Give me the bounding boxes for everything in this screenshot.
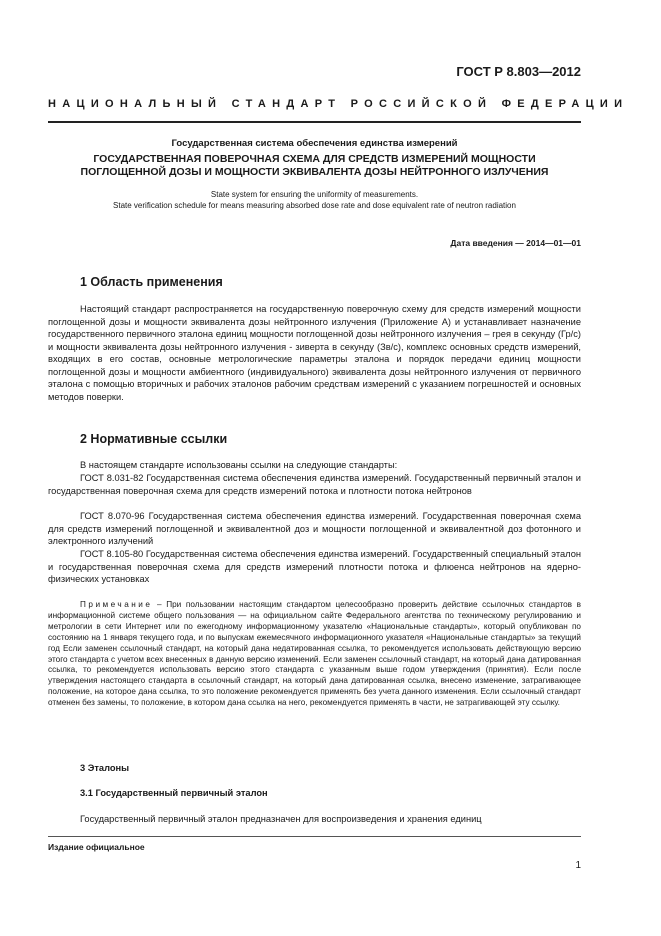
section-2-heading: 2 Нормативные ссылки — [80, 432, 228, 446]
section-1-heading: 1 Область применения — [80, 275, 223, 289]
page-number: 1 — [575, 860, 581, 871]
section-3-1-heading: 3.1 Государственный первичный эталон — [80, 788, 268, 798]
section-3-1-paragraph: Государственный первичный эталон предназначен для воспроизведения и хранения единиц — [80, 814, 482, 824]
reference-gost-8-105: ГОСТ 8.105-80 Государственная система обеспечения единства измерений. Государственный специальный эталон и государственная поверочная схема для средств измерений плотности потока и флюенса нейтронов на ядерно-физических установках — [48, 549, 581, 584]
section-1-paragraph: Настоящий стандарт распространяется на государственную поверочную схему для средств измерений мощности поглощенной дозы и мощности эквивалента дозы нейтронного излучения (Приложение А) и устанавливает назначение государственного первичного эталона единиц мощности поглощенной дозы нейтронного излучения – грея в секунду (Гр/с) и мощности эквивалента дозы нейтронного излучения - зиверта в секунду (Зв/с), комплекс основных средств измерений, входящих в его состав, основные метрологические параметры эталона и порядок передачи единиц мощности поглощенной дозы и мощности амбиентного (индивидуального) эквивалента дозы нейтронного излучения от первичного эталона с помощью вторичных и рабочих эталонов рабочим средствам измерений с указанием погрешностей и основных методов поверки. — [48, 304, 581, 402]
note-label: Примечание — [80, 600, 153, 609]
english-title-line-2: State verification schedule for means measuring absorbed dose rate and dose equivalent rate of neutron radiation — [113, 201, 516, 210]
section-3-heading: 3 Эталоны — [80, 763, 130, 773]
title-line-2: ПОГЛОЩЕННОЙ ДОЗЫ И МОЩНОСТИ ЭКВИВАЛЕНТА ДОЗЫ НЕЙТРОННОГО ИЗЛУЧЕНИЯ — [80, 166, 549, 178]
english-title — [48, 189, 581, 211]
note-block — [48, 600, 581, 709]
document-title — [48, 153, 581, 179]
official-edition-label: Издание официальное — [48, 842, 145, 852]
reference-gost-8-070: ГОСТ 8.070-96 Государственная система обеспечения единства измерений. Государственная поверочная схема для средств измерений поглощенной и эквивалентной доз и мощности поглощенной и эквивалентной доз фотонного и электронного излучений — [48, 511, 581, 546]
footer-divider — [48, 836, 581, 837]
english-title-line-1: State system for ensuring the uniformity of measurements. — [210, 190, 419, 199]
reference-gost-8-031: ГОСТ 8.031-82 Государственная система обеспечения единства измерений. Государственный первичный эталон и государственная поверочная схема для средств измерений потока и плотности потока нейтронов — [48, 473, 581, 496]
header-divider — [48, 121, 581, 123]
note-text: – При пользовании настоящим стандартом целесообразно проверить действие ссылочных стандартов в информационной системе общего пользования — на официальном сайте Федерального агентства по техническому регулированию и метрологии в сети Интернет или по ежегодному информационному указателю «Национальные стандарты», который опубликован по состоянию на 1 января текущего года, и по выпускам ежемесячного информационного указателя «Национальные стандарты» за текущий год Если заменен ссылочный стандарт, на который дана недатированная ссылка, то рекомендуется использовать действующую версию этого стандарта с учетом всех внесенных в данную версию изменений. Если заменен ссылочный стандарт, на который дана датированная ссылка, то рекомендуется использовать версию этого стандарта с указанным выше годом утверждения (принятия). Если после утверждения настоящего стандарта в ссылочный стандарт, на который дана датированная ссылка, внесено изменение, затрагивающее положение, на которое дана ссылка, то это положение рекомендуется применять без учета данного изменения. Если ссылочный стандарт отменен без замены, то положение, в котором дана ссылка на него, рекомендуется применять в части, не затрагивающей эту ссылку. — [48, 600, 581, 708]
title-line-1: ГОСУДАРСТВЕННАЯ ПОВЕРОЧНАЯ СХЕМА ДЛЯ СРЕДСТВ ИЗМЕРЕНИЙ МОЩНОСТИ — [93, 153, 536, 165]
section-2-intro: В настоящем стандарте использованы ссылки на следующие стандарты: — [80, 460, 398, 470]
series-subtitle: Государственная система обеспечения единства измерений — [171, 138, 458, 149]
document-code: ГОСТ Р 8.803—2012 — [456, 64, 581, 79]
introduction-date: Дата введения — 2014—01—01 — [450, 238, 581, 248]
national-standard-banner: НАЦИОНАЛЬНЫЙ СТАНДАРТ РОССИЙСКОЙ ФЕДЕРАЦИИ — [48, 98, 629, 110]
